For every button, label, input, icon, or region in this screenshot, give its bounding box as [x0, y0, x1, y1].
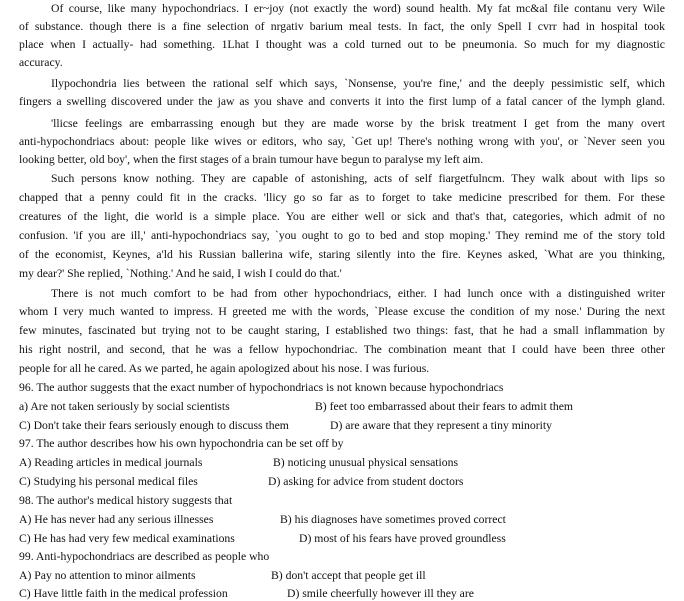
option-d: D) most of his fears have proved groundless	[299, 532, 506, 545]
question-stem: 98. The author's medical history suggests that	[19, 494, 233, 507]
option-c: C) Have little faith in the medical profession	[19, 587, 228, 600]
option-c: C) He has had very few medical examinations	[19, 532, 235, 545]
option-c: C) Don't take their fears seriously enough to discuss them	[19, 419, 289, 432]
passage-line: anti-hypochondriacs about: people like wives or editors, who say, `Get up! There's nothing wrong with you', or `Never seen you	[19, 135, 665, 148]
passage-line: of substance. though there is a fine selection of nrgativ barium meal tests. In fact, the only Spell I cvrr had in hospital took	[19, 20, 665, 33]
passage-line: of the economist, Keynes, a'ld his Russian ballerina wife, staring silently into the fire. Keynes asked, `What are you thinking,	[19, 248, 665, 261]
passage-line: my dear?' She replied, `Nothing.' And he said, I wish I could do that.'	[19, 267, 342, 280]
option-c: C) Studying his personal medical files	[19, 475, 198, 488]
passage-line: confusion. 'if you are ill,' anti-hypochondriacs say, `you ought to go to bed and stop moping.' They remind me of the story told	[19, 229, 665, 242]
passage-line: place when I actually- had something. 1Lhat I thought was a cold turned out to be pneumonia. So much for my diagnostic	[19, 38, 665, 51]
passage-line: 'llicse feelings are embarrassing enough but they are made worse by the brisk treatment I get from the many overt	[51, 117, 665, 130]
passage-line: few minutes, fascinated but trying not to be caught staring, I established two things: fast, that he had a small inflammation by	[19, 324, 665, 337]
question-stem: 97. The author describes how his own hypochondria can be set off by	[19, 437, 344, 450]
option-d: D) smile cheerfully however ill they are	[287, 587, 474, 600]
passage-line: fingers a swelling discovered under the jaw as you shave and converts it into the first lump of a fatal cancer of the lymph gland.	[19, 95, 665, 108]
passage-line: accuracy.	[19, 56, 63, 69]
option-a: A) He has never had any serious illnesses	[19, 513, 214, 526]
option-d: D) are aware that they represent a tiny minority	[330, 419, 552, 432]
passage-line: There is not much comfort to be had from other hypochondriacs, either. I had lunch once with a distinguished writer	[51, 287, 665, 300]
option-b: B) don't accept that people get ill	[271, 569, 426, 582]
passage-line: Of course, like many hypochondriacs. I er~joy (not exactly the word) sound health. My fat mc&al file contanu very Wile	[51, 2, 665, 15]
option-b: B) his diagnoses have sometimes proved correct	[280, 513, 506, 526]
question-stem: 96. The author suggests that the exact number of hypochondriacs is not known because hypochondriacs	[19, 381, 504, 394]
option-b: B) feet too embarrassed about their fears to admit them	[315, 400, 574, 413]
passage-line: his right nostril, and second, that he was a fellow hypochondriac. The combination meant that I could have been three other	[19, 343, 665, 356]
option-a: A) Reading articles in medical journals	[19, 456, 203, 469]
passage-line: Ilypochondria lies between the rational self which says, `Nonsense, you're fine,' and the deeply pessimistic self, which	[51, 77, 665, 90]
option-a: a) Are not taken seriously by social scientists	[19, 400, 230, 413]
question-stem: 99. Anti-hypochondriacs are described as people who	[19, 550, 270, 563]
option-b: B) noticing unusual physical sensations	[273, 456, 459, 469]
option-d: D) asking for advice from student doctors	[268, 475, 464, 488]
option-a: A) Pay no attention to minor ailments	[19, 569, 196, 582]
passage-line: chapped that a penny could fit in the cracks. 'llicy go so far as to forget to take medicine prescribed for them. For these	[19, 191, 665, 204]
passage-line: whom I very much wanted to impress. H greeted me with the words, `Please excuse the condition of my nose.' During the next	[19, 305, 665, 318]
passage-line: Such persons know nothing. They are capable of astonishing, acts of self fiargetfulncm. They walk about with lips so	[51, 172, 665, 185]
passage-line: looking better, old boy', when the first stages of a brain tumour have begun to paralyse my left aim.	[19, 153, 484, 166]
passage-line: creatures of the light, die world is a simple place. You are either well or sick and that's that, categories, which admit of no	[19, 210, 665, 223]
passage-line: people for all he cared. As we parted, he again apologized about his nose. I was furious.	[19, 362, 430, 375]
